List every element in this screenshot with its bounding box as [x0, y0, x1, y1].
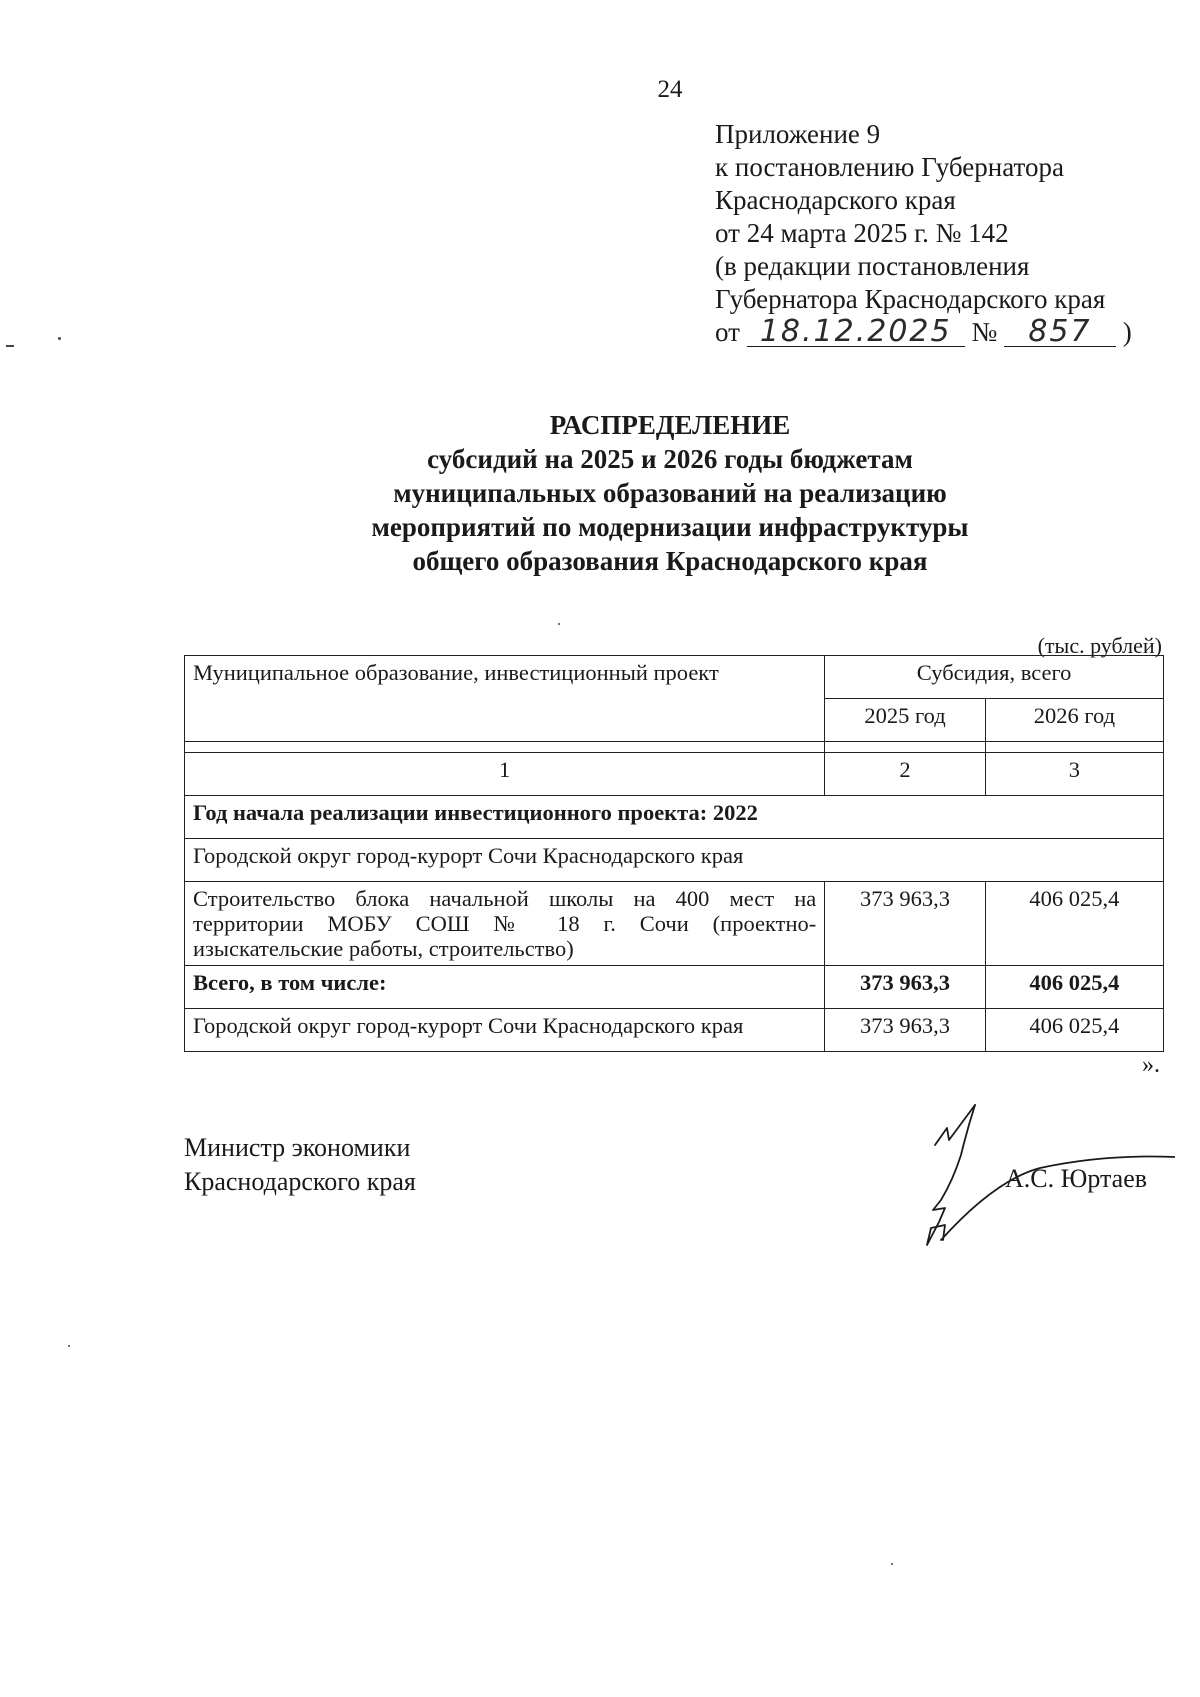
- document-title: [180, 408, 1160, 578]
- table-header-row: [185, 656, 1164, 699]
- column-number: 3: [985, 753, 1163, 796]
- project-name: Строительство блока начальной школы на 400 мест на территории МОБУ СОШ № 18 г. Сочи (проектно-изыскательские работы, строительство): [185, 882, 825, 966]
- municipality-heading: Городской округ город-курорт Сочи Краснодарского края: [185, 839, 1164, 882]
- appendix-line: Приложение 9: [715, 119, 881, 149]
- appendix-line: (в редакции постановления: [715, 251, 1030, 281]
- total-label: Всего, в том числе:: [185, 966, 825, 1009]
- title-line: общего образования Краснодарского края: [412, 546, 928, 576]
- scan-speck: [68, 1345, 70, 1347]
- column-number: 2: [825, 753, 986, 796]
- handwritten-date: 18.12.2025: [747, 318, 965, 347]
- column-number: 1: [185, 753, 825, 796]
- appendix-header: [715, 118, 1132, 349]
- from-prefix: от: [715, 317, 740, 347]
- header-year-2025: 2025 год: [825, 699, 986, 742]
- title-line: субсидий на 2025 и 2026 годы бюджетам: [427, 444, 913, 474]
- page-number: 24: [657, 76, 683, 103]
- number-sign: №: [971, 317, 998, 347]
- appendix-line: от 24 марта 2025 г. № 142: [715, 218, 1009, 248]
- signatory-name: А.С. Юртаев: [1005, 1164, 1148, 1193]
- scan-speck: [6, 345, 14, 347]
- units-label: (тыс. рублей): [1037, 633, 1162, 658]
- closing-quote: ».: [1142, 1052, 1160, 1078]
- position-line: Краснодарского края: [184, 1167, 416, 1196]
- closing-paren: ): [1122, 317, 1132, 347]
- appendix-line: Краснодарского края: [715, 185, 956, 215]
- title-line: мероприятий по модернизации инфраструктуры: [371, 512, 969, 542]
- breakdown-value-2025: 373 963,3: [825, 1009, 986, 1052]
- scan-speck: [891, 1563, 893, 1565]
- project-value-2026: 406 025,4: [985, 882, 1163, 966]
- total-value-2026: 406 025,4: [985, 966, 1163, 1009]
- header-municipality-project: Муниципальное образование, инвестиционный проект: [185, 656, 825, 742]
- breakdown-value-2026: 406 025,4: [985, 1009, 1163, 1052]
- title-line: муниципальных образований на реализацию: [393, 478, 947, 508]
- breakdown-label: Городской округ город-курорт Сочи Краснодарского края: [185, 1009, 825, 1052]
- subsidy-table: [184, 655, 1164, 1052]
- column-number-row: [185, 753, 1164, 796]
- header-subsidy-total: Субсидия, всего: [825, 656, 1164, 699]
- position-line: Министр экономики: [184, 1133, 411, 1162]
- header-gap: [185, 742, 1164, 753]
- municipality-heading-row: [185, 839, 1164, 882]
- section-heading-row: [185, 796, 1164, 839]
- header-year-2026: 2026 год: [985, 699, 1163, 742]
- scan-speck: [58, 337, 61, 340]
- section-heading: Год начала реализации инвестиционного проекта: 2022: [185, 796, 1164, 839]
- total-value-2025: 373 963,3: [825, 966, 986, 1009]
- handwritten-number: 857: [1004, 318, 1116, 347]
- total-breakdown-row: [185, 1009, 1164, 1052]
- total-row: [185, 966, 1164, 1009]
- appendix-line: к постановлению Губернатора: [715, 152, 1064, 182]
- scan-speck: [558, 623, 560, 625]
- title-line: РАСПРЕДЕЛЕНИЕ: [549, 410, 791, 440]
- appendix-line: Губернатора Краснодарского края: [715, 284, 1106, 314]
- minister-position: [184, 1131, 416, 1199]
- project-value-2025: 373 963,3: [825, 882, 986, 966]
- table-row: [185, 882, 1164, 966]
- amendment-reference: [715, 316, 1132, 349]
